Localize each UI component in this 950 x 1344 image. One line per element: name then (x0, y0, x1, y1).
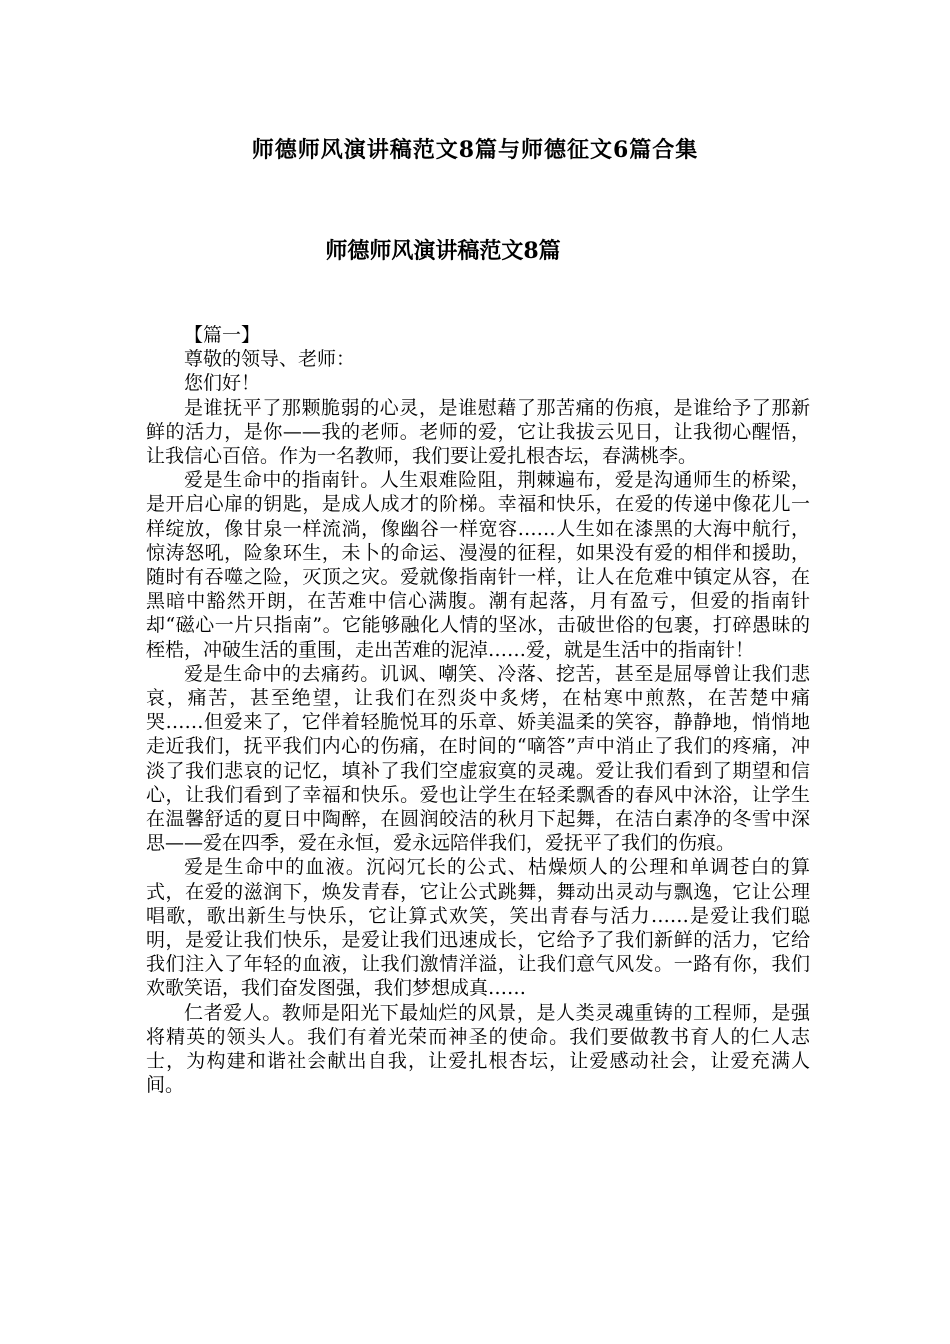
body-paragraph: 爱是生命中的血液。沉闷冗长的公式、枯燥烦人的公理和单调苍白的算式，在爱的滋润下，焕发青春，它让公式跳舞，舞动出灵动与飘逸，它让公理唱歌，歌出新生与快乐，它让算式欢笑，笑出青春与活力……是爱让我们聪明，是爱让我们快乐，是爱让我们迅速成长，它给予了我们新鲜的活力，它给我们注入了年轻的血液，让我们激情洋溢，让我们意气风发。一路有你，我们欢歌笑语，我们奋发图强，我们梦想成真…… (146, 856, 810, 1000)
body-paragraph: 是谁抚平了那颗脆弱的心灵，是谁慰藉了那苦痛的伤痕，是谁给予了那新鲜的活力，是你——我的老师。老师的爱，它让我拔云见日，让我彻心醒悟，让我信心百倍。作为一名教师，我们要让爱扎根杏坛，春满桃李。 (146, 396, 810, 468)
document-body (146, 323, 810, 1098)
body-paragraph: 仁者爱人。教师是阳光下最灿烂的风景，是人类灵魂重铸的工程师，是强将精英的领头人。我们有着光荣而神圣的使命。我们要做教书育人的仁人志士，为构建和谐社会献出自我，让爱扎根杏坛，让爱感动社会，让爱充满人间。 (146, 1001, 810, 1097)
document-title: 师德师风演讲稿范文8篇与师德征文6篇合集 (251, 137, 699, 163)
section-title: 师德师风演讲稿范文8篇 (325, 238, 561, 264)
part-label: 【篇一】 (184, 324, 261, 346)
greeting: 您们好！ (184, 372, 261, 395)
body-paragraph: 爱是生命中的去痛药。讥讽、嘲笑、冷落、挖苦，甚至是屈辱曾让我们悲哀，痛苦，甚至绝望，让我们在烈炎中炙烤，在枯寒中煎熬，在苦楚中痛哭……但爱来了，它伴着轻脆悦耳的乐章、娇美温柔的笑容，静静地，悄悄地走近我们，抚平我们内心的伤痛，在时间的“嘀答”声中消止了我们的疼痛，冲淡了我们悲哀的记忆，填补了我们空虚寂寞的灵魂。爱让我们看到了期望和信心，让我们看到了幸福和快乐。爱也让学生在轻柔飘香的春风中沐浴，让学生在温馨舒适的夏日中陶醉，在圆润皎洁的秋月下起舞，在洁白素净的冬雪中深思——爱在四季，爱在永恒，爱永远陪伴我们，爱抚平了我们的伤痕。 (146, 662, 810, 855)
body-paragraph: 爱是生命中的指南针。人生艰难险阻，荆棘遍布，爱是沟通师生的桥梁，是开启心扉的钥匙，是成人成才的阶梯。幸福和快乐，在爱的传递中像花儿一样绽放，像甘泉一样流淌，像幽谷一样宽容……人生如在漆黑的大海中航行，惊涛怒吼，险象环生，未卜的命运、漫漫的征程，如果没有爱的相伴和援助，随时有吞噬之险，灭顶之灾。爱就像指南针一样，让人在危难中镇定从容，在黑暗中豁然开朗，在苦难中信心满腹。潮有起落，月有盈亏，但爱的指南针却“磁心一片只指南”。它能够融化人情的坚冰，击破世俗的包裹，打碎愚昧的桎梏，冲破生活的重围，走出苦难的泥淖……爱，就是生活中的指南针！ (146, 469, 810, 661)
salutation: 尊敬的领导、老师： (184, 348, 356, 371)
